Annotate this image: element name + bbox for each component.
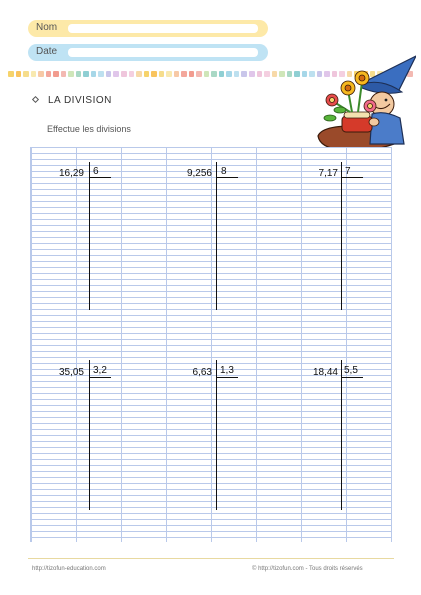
- decorative-dot: [189, 71, 195, 77]
- decorative-dot: [61, 71, 67, 77]
- decorative-dot: [166, 71, 172, 77]
- decorative-dot: [196, 71, 202, 77]
- section-title: LA DIVISION: [48, 95, 112, 106]
- division-vertical-bar: [89, 162, 90, 310]
- decorative-dot: [121, 71, 127, 77]
- division-horizontal-bar: [216, 177, 238, 178]
- dividend: 35,05: [58, 367, 84, 378]
- division-vertical-bar: [341, 360, 342, 510]
- date-input[interactable]: [68, 48, 258, 57]
- decorative-dot: [106, 71, 112, 77]
- division-horizontal-bar: [89, 377, 111, 378]
- decorative-dot: [241, 71, 247, 77]
- decorative-dot: [23, 71, 29, 77]
- decorative-dot: [91, 71, 97, 77]
- decorative-dot: [257, 71, 263, 77]
- decorative-dot: [113, 71, 119, 77]
- decorative-dot: [16, 71, 22, 77]
- decorative-dot: [46, 71, 52, 77]
- decorative-dot: [211, 71, 217, 77]
- decorative-dot: [8, 71, 14, 77]
- dividend: 7,17: [318, 168, 338, 179]
- footer-copyright: © http://tizofun.com - Tous droits réservés: [252, 566, 363, 572]
- decorative-dot: [144, 71, 150, 77]
- name-label: Nom: [36, 22, 58, 33]
- divisor: 6: [93, 166, 99, 177]
- division-horizontal-bar: [341, 177, 363, 178]
- divisor: 3,2: [93, 365, 107, 376]
- squared-paper-grid: [30, 147, 392, 542]
- date-label: Date: [36, 46, 58, 57]
- diamond-bullet-icon: [32, 96, 39, 103]
- divisor: 1,3: [220, 365, 234, 376]
- division-vertical-bar: [89, 360, 90, 510]
- decorative-dot: [174, 71, 180, 77]
- decorative-dot: [302, 71, 308, 77]
- decorative-dot: [83, 71, 89, 77]
- name-field[interactable]: [28, 20, 268, 37]
- divisor: 8: [221, 166, 227, 177]
- division-horizontal-bar: [216, 377, 238, 378]
- division-vertical-bar: [341, 162, 342, 310]
- decorative-dot: [98, 71, 104, 77]
- division-vertical-bar: [216, 360, 217, 510]
- divisor: 5,5: [344, 365, 358, 376]
- name-input[interactable]: [68, 24, 258, 33]
- decorative-dot: [279, 71, 285, 77]
- footer-divider: [28, 558, 394, 559]
- decorative-dot: [129, 71, 135, 77]
- division-vertical-bar: [216, 162, 217, 310]
- date-field[interactable]: [28, 44, 268, 61]
- dividend: 16,29: [58, 168, 84, 179]
- decorative-dot: [38, 71, 44, 77]
- wizard-with-flowers-icon: [312, 52, 416, 154]
- decorative-dot: [272, 71, 278, 77]
- decorative-dot: [181, 71, 187, 77]
- dividend: 18,44: [312, 367, 338, 378]
- divisor: 7: [345, 166, 351, 177]
- decorative-dot: [136, 71, 142, 77]
- decorative-dot: [204, 71, 210, 77]
- instruction-text: Effectue les divisions: [47, 124, 131, 134]
- decorative-dot: [68, 71, 74, 77]
- decorative-dot: [31, 71, 37, 77]
- decorative-dot: [294, 71, 300, 77]
- division-horizontal-bar: [341, 377, 363, 378]
- decorative-dot: [234, 71, 240, 77]
- decorative-dot: [76, 71, 82, 77]
- decorative-dot: [249, 71, 255, 77]
- decorative-dot: [53, 71, 59, 77]
- decorative-dot: [159, 71, 165, 77]
- footer-website-link[interactable]: http://tizofun-education.com: [32, 566, 106, 572]
- division-horizontal-bar: [89, 177, 111, 178]
- decorative-dot: [264, 71, 270, 77]
- dividend: 6,63: [192, 367, 212, 378]
- dividend: 9,256: [186, 168, 212, 179]
- decorative-dot: [219, 71, 225, 77]
- decorative-dot: [226, 71, 232, 77]
- decorative-dot: [287, 71, 293, 77]
- decorative-dot: [151, 71, 157, 77]
